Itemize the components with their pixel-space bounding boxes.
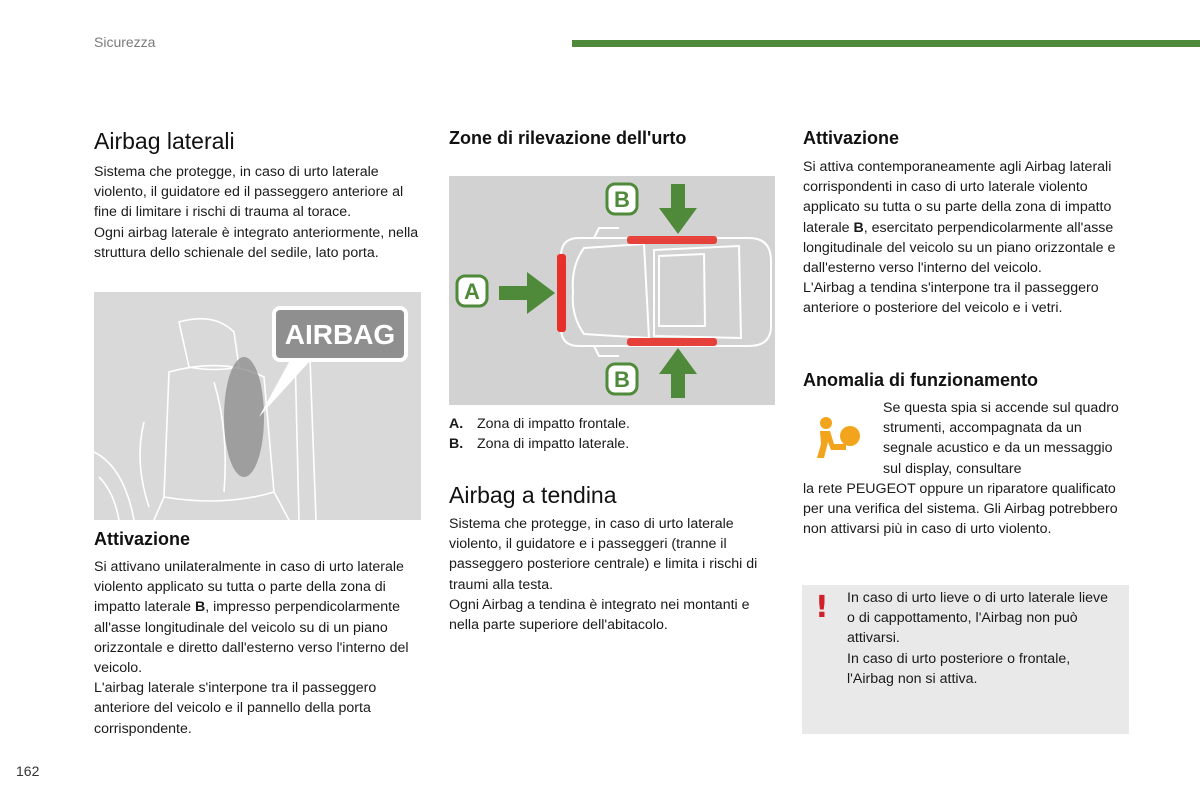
section-label: Sicurezza — [94, 34, 156, 50]
page-number: 162 — [16, 763, 40, 779]
curtain-activation-text: Si attiva contemporaneamente agli Airbag laterali corrispondenti in caso di urto laterale violento applicato su tutta o su parte della zona di impatto laterale B, esercitato perpendicolarmente all'asse longitudinale del veicolo su un piano orizzontale e dall'esterno verso l'interno del veicolo. L'Airbag a tendina s'interpone tra il passeggero anteriore o posteriore del veicolo e i vetri. — [803, 159, 1116, 317]
impact-zones-title: Zone di rilevazione dell'urto — [449, 128, 687, 148]
airbag-warning-icon — [812, 414, 866, 462]
curtain-airbag-text: Sistema che protegge, in caso di urto laterale violento, il guidatore e i passeggeri (tranne il passeggero posteriore centrale) e limita i rischi di traumi alla testa. Ogni Airbag a tendina è integrato nei montanti e nella parte superiore dell'abitacolo. — [449, 516, 758, 634]
impact-zones-legend — [449, 414, 779, 454]
airbag-label: AIRBAG — [284, 319, 396, 350]
impact-zones-diagram — [449, 176, 775, 405]
legend-item: B. Zona di impatto laterale. — [449, 436, 630, 453]
header-accent-bar — [572, 40, 1200, 47]
side-airbag-intro: Sistema che protegge, in caso di urto laterale violento, il guidatore ed il passeggero anteriore al fine di limitare i rischi di trauma al torace. Ogni airbag laterale è integrato anteriormente, nella struttura dello schienale del sedile, lato porta. — [94, 164, 419, 261]
seat-drawing — [94, 292, 421, 520]
curtain-airbag-title: Airbag a tendina — [449, 482, 617, 508]
zone-label-b-top: B — [614, 187, 630, 212]
car-topview-drawing — [449, 176, 775, 405]
malfunction-text-side: Se questa spia si accende sul quadro strumenti, accompagnata da un segnale acustico e da un messaggio sul display, consultare — [883, 400, 1119, 477]
zone-label-b-bottom: B — [614, 367, 630, 392]
side-activation-title: Attivazione — [94, 529, 191, 549]
legend-item: A. Zona di impatto frontale. — [449, 416, 630, 432]
zone-label-a: A — [464, 279, 480, 304]
warning-text: In caso di urto lieve o di urto laterale lieve o di cappottamento, l'Airbag non può attivarsi. In caso di urto posteriore o frontale, l'Airbag non si attiva. — [847, 590, 1109, 687]
malfunction-title: Anomalia di funzionamento — [803, 370, 1039, 390]
side-airbag-title: Airbag laterali — [94, 128, 235, 154]
seat-airbag-illustration — [94, 292, 421, 520]
frontal-impact-zone — [557, 254, 566, 332]
side-activation-text: Si attivano unilateralmente in caso di urto laterale violento applicato su tutta o parte della zona di impatto laterale B, impresso perpendicolarmente all'asse longitudinale del veicolo su di un piano orizzontale e diretto dall'esterno verso l'interno del veicolo. L'airbag laterale s'interpone tra il passeggero anteriore del veicolo e il pannello della porta corrispondente. — [94, 559, 409, 737]
curtain-activation-title: Attivazione — [803, 128, 900, 148]
lateral-impact-zone-bottom — [627, 338, 717, 346]
lateral-impact-zone-top — [627, 236, 717, 244]
malfunction-text: la rete PEUGEOT oppure un riparatore qualificato per una verifica del sistema. Gli Airbag potrebbero non attivarsi più in caso di urto violento. — [803, 481, 1118, 538]
warning-exclamation-icon: ! — [815, 590, 829, 625]
